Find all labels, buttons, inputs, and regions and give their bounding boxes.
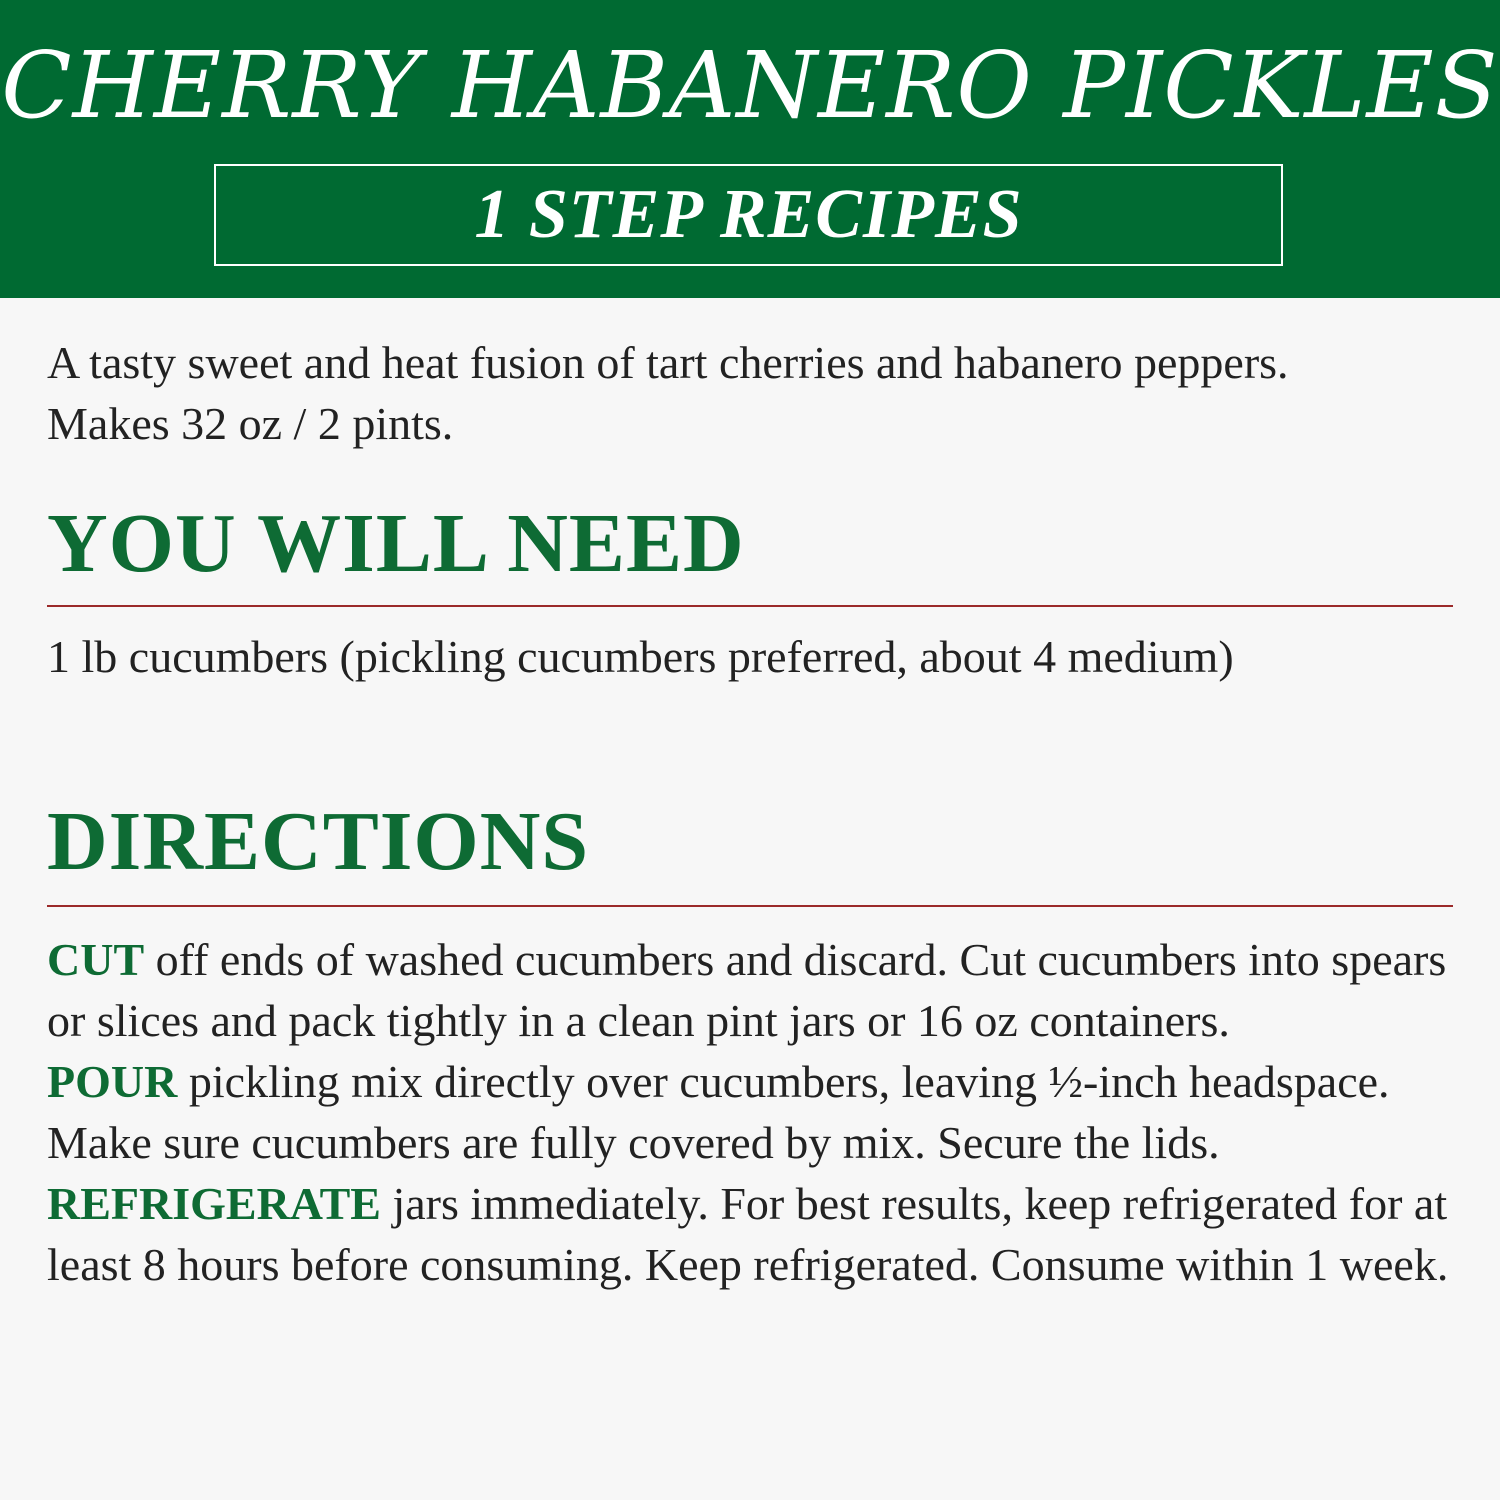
section-divider (47, 905, 1453, 907)
step-text: pickling mix directly over cucumbers, leaving ½-inch headspace. Make sure cucumbers are fully covered by mix. Secure the lids. (47, 1056, 1390, 1168)
directions-list (47, 929, 1457, 1295)
step-keyword: POUR (47, 1056, 178, 1107)
recipe-title: CHERRY HABANERO PICKLES (1, 32, 1499, 139)
direction-step-cut (47, 929, 1457, 1051)
direction-step-pour (47, 1051, 1457, 1173)
directions-heading: DIRECTIONS (47, 795, 590, 888)
subtitle-box (214, 164, 1283, 266)
header-banner (0, 0, 1500, 298)
step-keyword: CUT (47, 934, 145, 985)
step-text: off ends of washed cucumbers and discard. Cut cucumbers into spears or slices and pack tightly in a clean pint jars or 16 oz containers. (47, 934, 1447, 1046)
step-keyword: REFRIGERATE (47, 1178, 381, 1229)
section-divider (47, 605, 1453, 607)
ingredient-item: 1 lb cucumbers (pickling cucumbers preferred, about 4 medium) (47, 631, 1234, 682)
recipe-subtitle: 1 STEP RECIPES (474, 176, 1023, 253)
step-text: jars immediately. For best results, keep refrigerated for at least 8 hours before consuming. Keep refrigerated. Consume within 1 week. (47, 1178, 1449, 1290)
direction-step-refrigerate (47, 1173, 1457, 1295)
you-will-need-heading: YOU WILL NEED (47, 497, 745, 590)
recipe-intro: A tasty sweet and heat fusion of tart cherries and habanero peppers. Makes 32 oz / 2 pints. (47, 337, 1289, 449)
